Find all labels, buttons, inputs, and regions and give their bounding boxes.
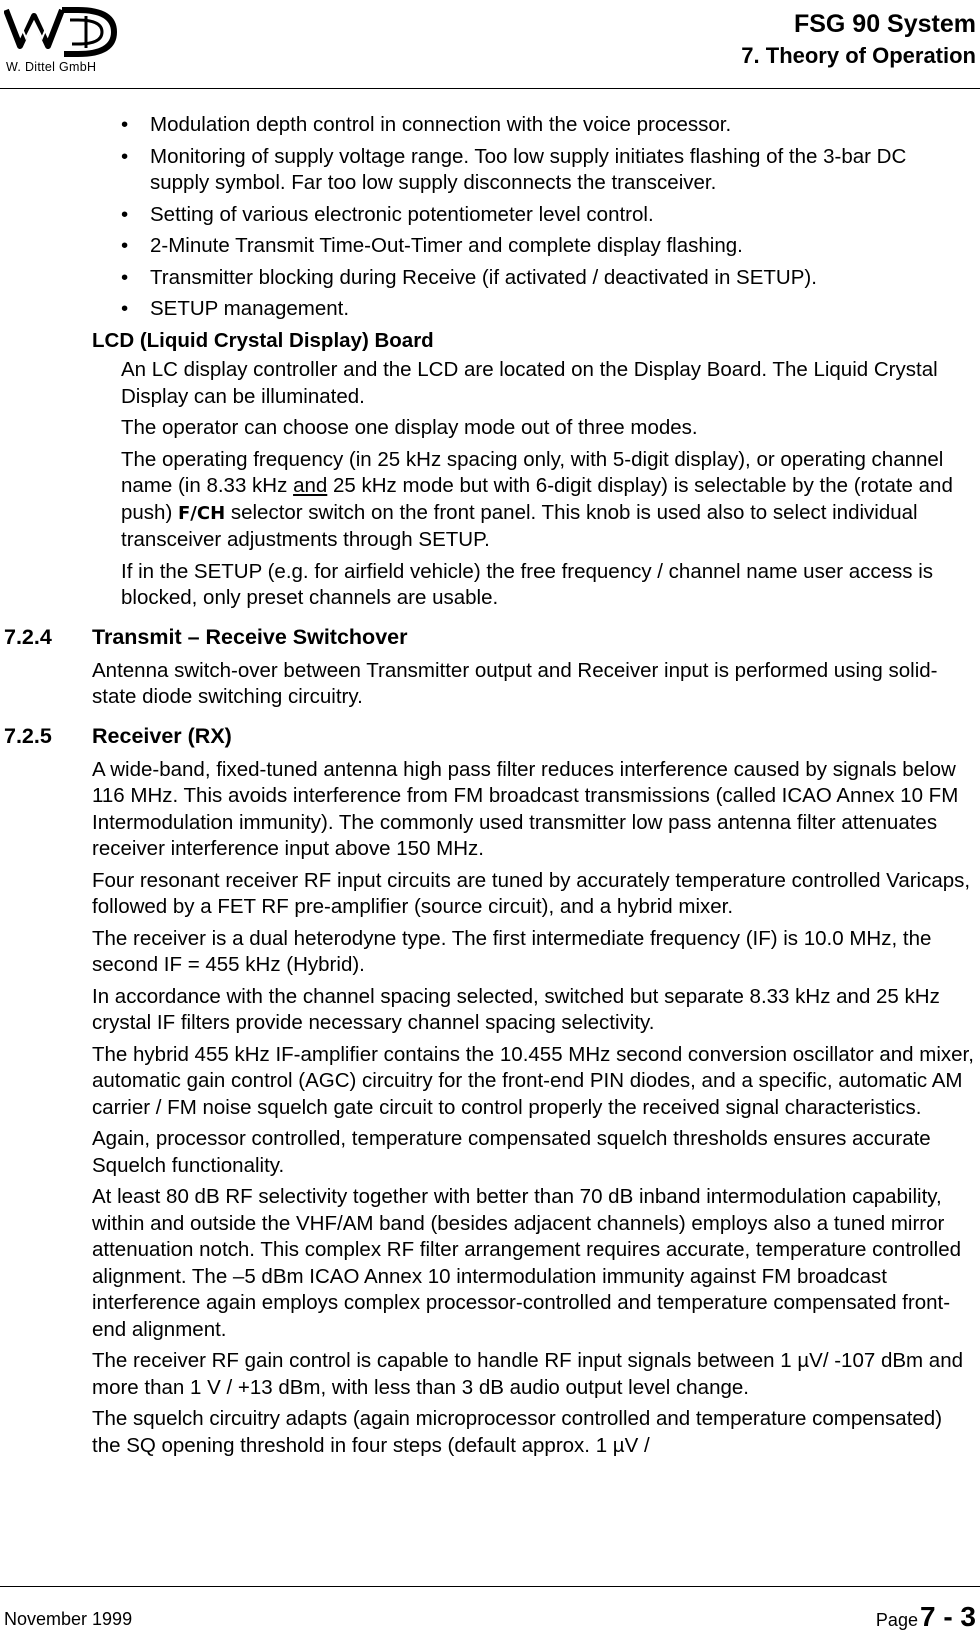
section-heading-7-2-4 [0,624,980,652]
chapter-title: 7. Theory of Operation [741,43,976,68]
footer-date: November 1999 [4,1609,133,1629]
lcd-paragraph: An LC display controller and the LCD are located on the Display Board. The Liquid Crystal Display can be illuminated. [121,358,938,408]
section-paragraph: Four resonant receiver RF input circuits are tuned by accurately temperature controlled Varicaps, followed by a FET RF pre-amplifier (source circuit), and a hybrid mixer. [92,868,971,918]
document-title: FSG 90 System [793,10,976,38]
lcd-paragraph: The operating frequency (in 25 kHz spacing only, with 5-digit display), or operating channel name (in 8.33 kHz and 25 kHz mode but with 6-digit display) is selectable by the (rotate and push) F/CH selector switch on the front panel. This knob is used also to select individual transceiver adjustments through SETUP. [121,447,953,551]
header-titles [741,6,976,70]
section-heading-7-2-5 [0,723,980,751]
bullet-icon: • [121,234,129,257]
section-title: Receiver (RX) [92,723,232,748]
page-header [0,0,980,89]
section-paragraph: Again, processor controlled, temperature compensated squelch thresholds ensures accurate Squelch functionality. [92,1127,931,1177]
underlined-text: and [293,474,328,497]
page-footer [0,1586,980,1633]
bullet-icon: • [121,297,129,320]
bullet-icon: • [121,113,129,136]
wd-logo-icon [4,2,122,62]
section-paragraph: At least 80 dB RF selectivity together with better than 70 dB inband intermodulation capability, within and outside the VHF/AM band (besides adjacent channels) employs also a tuned mirror attenuation notch. This complex RF filter arrangement requires accurate, temperature controlled alignment. The –5 dBm ICAO Annex 10 intermodulation immunity against FM broadcast interference again employs complex processor-controlled and temperature compensated front-end alignment. [92,1185,962,1341]
list-item: • 2-Minute Transmit Time-Out-Timer and complete display flashing. [0,233,980,260]
section-paragraph: The hybrid 455 kHz IF-amplifier contains the 10.455 MHz second conversion oscillator and mixer, automatic gain control (AGC) circuitry for the front-end PIN diodes, and a specific, automatic AM carrier / FM noise squelch gate circuit to control properly the received signal characteristics. [92,1042,974,1119]
page-label: Page [875,1610,918,1630]
section-number: 7.2.5 [4,723,52,748]
bullet-icon: • [121,144,129,168]
bullet-icon: • [121,265,129,289]
section-paragraph: In accordance with the channel spacing selected, switched but separate 8.33 kHz and 25 kHz crystal IF filters provide necessary channel spacing selectivity. [92,984,940,1034]
list-item: • SETUP management. [0,296,980,323]
section-paragraph: The receiver RF gain control is capable to handle RF input signals between 1 µV/ -107 dBm and more than 1 V / +13 dBm, with less than 3 dB audio output level change. [92,1349,964,1399]
bullet-icon: • [121,202,129,226]
list-item: • Monitoring of supply voltage range. Too low supply initiates flashing of the 3-bar DC supply symbol. Far too low supply disconnects the transceiver. [121,144,907,194]
section-paragraph: A wide-band, fixed-tuned antenna high pass filter reduces interference caused by signals below 116 MHz. This avoids interference from FM broadcast transmissions (called ICAO Annex 10 FM Intermodulation immunity). The commonly used transmitter low pass antenna filter attenuates receiver interference input above 150 MHz. [92,757,959,860]
section-paragraph: The squelch circuitry adapts (again microprocessor controlled and temperature compensated) the SQ opening threshold in four steps (default approx. 1 µV / [92,1407,943,1457]
section-paragraph: The receiver is a dual heterodyne type. The first intermediate frequency (IF) is 10.0 MHz, the second IF = 455 kHz (Hybrid). [92,926,932,976]
lcd-heading: LCD (Liquid Crystal Display) Board [92,328,434,352]
fch-switch-label: F/CH [177,502,226,524]
list-item: • Transmitter blocking during Receive (if activated / deactivated in SETUP). [0,265,980,292]
section-number: 7.2.4 [4,624,52,649]
company-name: W. Dittel GmbH [6,60,97,74]
list-item: • Setting of various electronic potentiometer level control. [0,202,980,229]
section-paragraph: Antenna switch-over between Transmitter output and Receiver input is performed using solid-state diode switching circuitry. [92,658,938,708]
lcd-paragraph: If in the SETUP (e.g. for airfield vehicle) the free frequency / channel name user access is blocked, only preset channels are usable. [121,559,934,609]
list-item: • Modulation depth control in connection with the voice processor. [0,112,980,139]
lcd-paragraph: The operator can choose one display mode out of three modes. [121,416,698,439]
section-title: Transmit – Receive Switchover [92,624,408,649]
page-number: 7 - 3 [919,1601,976,1632]
company-logo [4,2,122,76]
page-body [0,112,980,1464]
footer-page [876,1601,976,1633]
feature-bullet-list [0,112,980,323]
